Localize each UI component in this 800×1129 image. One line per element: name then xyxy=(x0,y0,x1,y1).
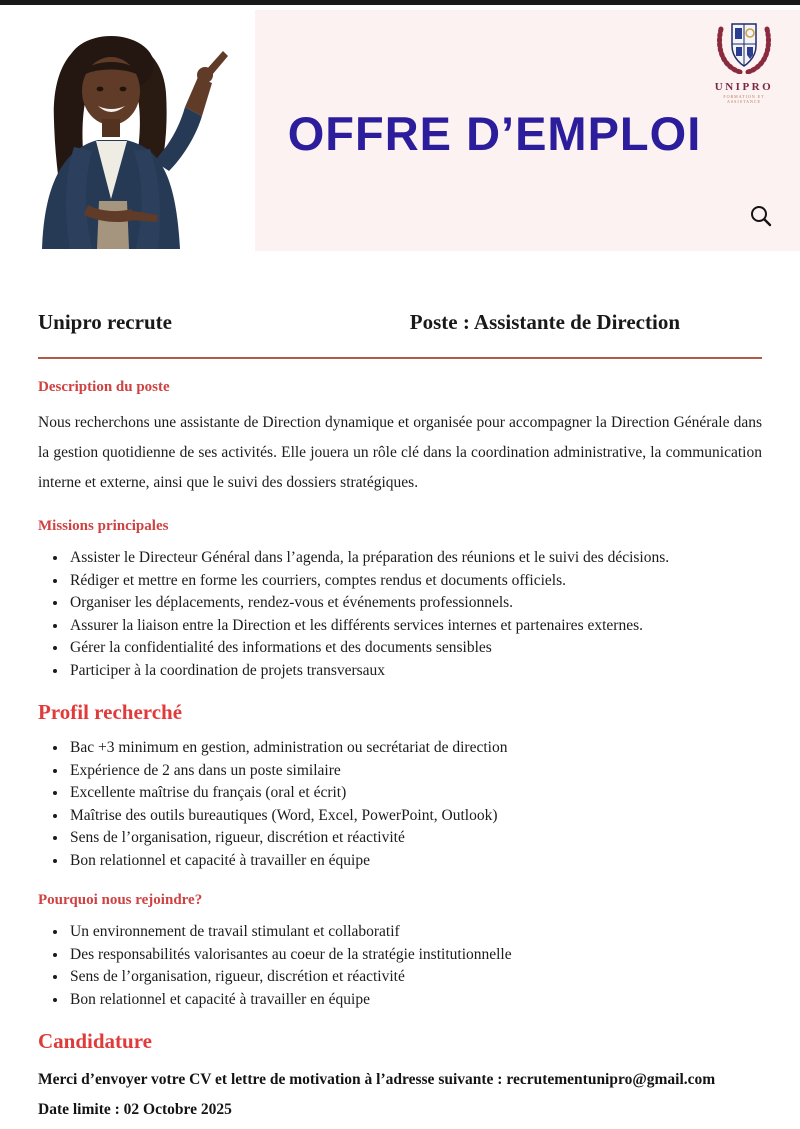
description-paragraph: Nous recherchons une assistante de Direction dynamique et organisée pour accompagner la Direction Générale dans la gestion quotidienne de ses activités. Elle jouera un rôle clé dans la coordination administrative, la communication interne et externe, ainsi que le suivi des dossiers stratégiques. xyxy=(38,414,762,491)
section-heading-description: Description du poste xyxy=(38,379,170,395)
unipro-crest-icon xyxy=(712,20,776,74)
company-heading: Unipro recrute xyxy=(38,310,172,334)
list-item: • Bac +3 minimum en gestion, administration ou secrétariat de direction xyxy=(68,737,762,760)
section-heading-candidature: Candidature xyxy=(38,1029,152,1053)
missions-list xyxy=(38,547,762,682)
search-button[interactable] xyxy=(748,203,774,229)
list-item: • Des responsabilités valorisantes au coeur de la stratégie institutionnelle xyxy=(68,944,762,967)
list-item: • Expérience de 2 ans dans un poste similaire xyxy=(68,760,762,783)
logo-wordmark: UNIPRO xyxy=(714,81,774,93)
list-item: • Maîtrise des outils bureautiques (Word, Excel, PowerPoint, Outlook) xyxy=(68,805,762,828)
list-item: • Bon relationnel et capacité à travailler en équipe xyxy=(68,850,762,873)
position-heading: Poste : Assistante de Direction xyxy=(409,310,680,334)
header xyxy=(0,5,800,255)
section-heading-rejoindre: Pourquoi nous rejoindre? xyxy=(38,892,203,908)
hero-panel xyxy=(255,10,800,251)
deadline: Date limite : 02 Octobre 2025 xyxy=(38,1101,232,1118)
application-instructions: Merci d’envoyer votre CV et lettre de motivation à l’adresse suivante : recrutementunipro@gmail.com xyxy=(38,1071,716,1088)
list-item: • Sens de l’organisation, rigueur, discrétion et réactivité xyxy=(68,966,762,989)
list-item: • Bon relationnel et capacité à travailler en équipe xyxy=(68,989,762,1012)
list-item: • Gérer la confidentialité des informations et des documents sensibles xyxy=(68,637,762,660)
list-item: • Excellente maîtrise du français (oral et écrit) xyxy=(68,782,762,805)
divider-rule xyxy=(38,357,762,359)
section-heading-profil: Profil recherché xyxy=(38,700,183,724)
list-item: • Rédiger et mettre en forme les courriers, comptes rendus et documents officiels. xyxy=(68,570,762,593)
page-title: OFFRE D’EMPLOI xyxy=(287,107,702,160)
section-heading-missions: Missions principales xyxy=(38,518,169,534)
job-posting-body xyxy=(0,310,800,1122)
list-item: • Un environnement de travail stimulant et collaboratif xyxy=(68,921,762,944)
search-icon xyxy=(748,203,774,229)
woman-illustration xyxy=(14,29,250,249)
title-row xyxy=(38,310,762,335)
list-item: • Assurer la liaison entre la Direction et les différents services internes et partenaires externes. xyxy=(68,615,762,638)
list-item: • Sens de l’organisation, rigueur, discrétion et réactivité xyxy=(68,827,762,850)
list-item: • Assister le Directeur Général dans l’agenda, la préparation des réunions et le suivi des décisions. xyxy=(68,547,762,570)
list-item: • Participer à la coordination de projets transversaux xyxy=(68,660,762,683)
profil-list xyxy=(38,737,762,872)
assistant-pointing-photo xyxy=(14,29,250,249)
logo-tagline: FORMATION ET ASSISTANCE xyxy=(723,94,765,104)
unipro-logo xyxy=(708,20,780,104)
rejoindre-list xyxy=(38,921,762,1011)
list-item: • Organiser les déplacements, rendez-vous et événements professionnels. xyxy=(68,592,762,615)
